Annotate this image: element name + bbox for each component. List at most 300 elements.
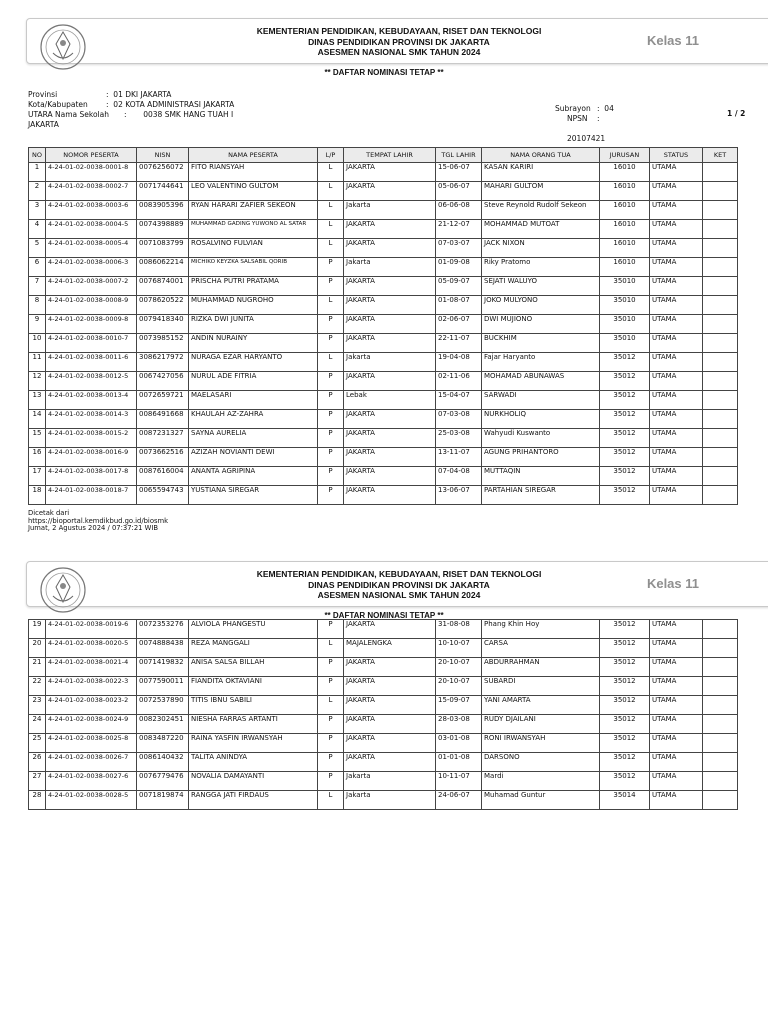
cell-nisn: 0071819874 (137, 791, 189, 810)
cell-lp: P (318, 448, 344, 467)
subrayon-info: Subrayon : 04 NPSN : 20107421 (555, 104, 614, 143)
cell-nama-orang-tua: SARWADI (482, 391, 600, 410)
cell-jurusan: 35012 (600, 696, 650, 715)
cell-lp: P (318, 486, 344, 505)
cell-no: 8 (29, 296, 46, 315)
cell-ket (703, 201, 738, 220)
cell-status: UTAMA (650, 334, 703, 353)
cell-no: 26 (29, 753, 46, 772)
cell-lp: P (318, 277, 344, 296)
cell-no: 12 (29, 372, 46, 391)
cell-nama-peserta: FIANDITA OKTAVIANI (189, 677, 318, 696)
table-header-row (29, 148, 738, 163)
cell-lp: L (318, 353, 344, 372)
cell-tgl-lahir: 20-10-07 (436, 658, 482, 677)
cell-status: UTAMA (650, 201, 703, 220)
cell-lp: P (318, 258, 344, 277)
cell-tempat-lahir: Lebak (344, 391, 436, 410)
cell-tgl-lahir: 06-06-08 (436, 201, 482, 220)
cell-jurusan: 35012 (600, 715, 650, 734)
table-row (29, 677, 738, 696)
cell-status: UTAMA (650, 429, 703, 448)
cell-nomor-peserta: 4-24-01-02-0038-0001-8 (46, 163, 137, 182)
cell-ket (703, 220, 738, 239)
column-header: TGL LAHIR (436, 148, 482, 163)
column-header: STATUS (650, 148, 703, 163)
cell-nisn: 0086140432 (137, 753, 189, 772)
cell-no: 14 (29, 410, 46, 429)
cell-tempat-lahir: MAJALENGKA (344, 639, 436, 658)
cell-lp: P (318, 391, 344, 410)
cell-nama-orang-tua: DARSONO (482, 753, 600, 772)
cell-nomor-peserta: 4-24-01-02-0038-0007-2 (46, 277, 137, 296)
cell-nama-peserta: AZIZAH NOVIANTI DEWI (189, 448, 318, 467)
cell-nama-orang-tua: RONI IRWANSYAH (482, 734, 600, 753)
kota-value: 02 KOTA ADMINISTRASI JAKARTA (113, 100, 235, 109)
cell-nama-peserta: MUHAMMAD GADING YUWONO AL SATAR (189, 220, 318, 239)
cell-nomor-peserta: 4-24-01-02-0038-0026-7 (46, 753, 137, 772)
cell-jurusan: 35012 (600, 772, 650, 791)
cell-nomor-peserta: 4-24-01-02-0038-0017-8 (46, 467, 137, 486)
table-row (29, 429, 738, 448)
table-row (29, 258, 738, 277)
school-info: Provinsi : 01 DKI JAKARTA Kota/Kabupaten : 02 KOTA ADMINISTRASI JAKARTA UTARA Nama Sekolah : 0038 SMK HANG TUAH I JAKARTA (28, 90, 235, 129)
cell-ket (703, 391, 738, 410)
cell-nama-orang-tua: Mardi (482, 772, 600, 791)
table-row (29, 296, 738, 315)
cell-tgl-lahir: 31-08-08 (436, 620, 482, 639)
cell-status: UTAMA (650, 753, 703, 772)
cell-nomor-peserta: 4-24-01-02-0038-0015-2 (46, 429, 137, 448)
cell-nomor-peserta: 4-24-01-02-0038-0028-5 (46, 791, 137, 810)
cell-nama-peserta: YUSTIANA SIREGAR (189, 486, 318, 505)
page1-header (26, 18, 768, 64)
subrayon-label: Subrayon (555, 104, 591, 113)
cell-ket (703, 239, 738, 258)
cell-no: 23 (29, 696, 46, 715)
sekolah-label: UTARA Nama Sekolah (28, 110, 110, 119)
header-line-2: DINAS PENDIDIKAN PROVINSI DK JAKARTA (308, 579, 490, 590)
table-row (29, 791, 738, 810)
cell-status: UTAMA (650, 410, 703, 429)
cell-lp: L (318, 182, 344, 201)
cell-nomor-peserta: 4-24-01-02-0038-0010-7 (46, 334, 137, 353)
cell-lp: P (318, 467, 344, 486)
cell-status: UTAMA (650, 486, 703, 505)
cell-nisn: 0079418340 (137, 315, 189, 334)
table-row (29, 391, 738, 410)
cell-no: 25 (29, 734, 46, 753)
cell-status: UTAMA (650, 258, 703, 277)
subrayon-value: 04 (604, 104, 614, 113)
cell-no: 6 (29, 258, 46, 277)
cell-nama-orang-tua: Wahyudi Kuswanto (482, 429, 600, 448)
cell-tgl-lahir: 25-03-08 (436, 429, 482, 448)
cell-tgl-lahir: 19-04-08 (436, 353, 482, 372)
cell-nisn: 0073985152 (137, 334, 189, 353)
cell-status: UTAMA (650, 620, 703, 639)
cell-tempat-lahir: JAKARTA (344, 372, 436, 391)
footer-line-1: Dicetak dari (28, 509, 70, 517)
cell-jurusan: 16010 (600, 258, 650, 277)
table-row (29, 334, 738, 353)
cell-nama-peserta: MICHIKO KEYZKA SALSABIL QORIB (189, 258, 318, 277)
cell-nama-peserta: TALITA ANINDYA (189, 753, 318, 772)
cell-lp: P (318, 372, 344, 391)
cell-nisn: 0076874001 (137, 277, 189, 296)
cell-nomor-peserta: 4-24-01-02-0038-0021-4 (46, 658, 137, 677)
cell-tgl-lahir: 28-03-08 (436, 715, 482, 734)
cell-jurusan: 35012 (600, 753, 650, 772)
cell-lp: P (318, 334, 344, 353)
cell-tgl-lahir: 07-04-08 (436, 467, 482, 486)
cell-nama-orang-tua: MUTTAQIN (482, 467, 600, 486)
cell-nisn: 0083905396 (137, 201, 189, 220)
footer-line-2: https://bioportal.kemdikbud.go.id/biosmk (28, 516, 169, 525)
cell-no: 28 (29, 791, 46, 810)
cell-tempat-lahir: JAKARTA (344, 620, 436, 639)
cell-nisn: 0074888438 (137, 639, 189, 658)
cell-nisn: 0071744641 (137, 182, 189, 201)
cell-tgl-lahir: 10-11-07 (436, 772, 482, 791)
table-row (29, 696, 738, 715)
cell-jurusan: 35012 (600, 486, 650, 505)
header-line-2: DINAS PENDIDIKAN PROVINSI DK JAKARTA (308, 36, 490, 47)
table-row (29, 277, 738, 296)
cell-no: 15 (29, 429, 46, 448)
cell-jurusan: 35012 (600, 620, 650, 639)
cell-no: 1 (29, 163, 46, 182)
cell-tempat-lahir: JAKARTA (344, 315, 436, 334)
cell-nama-peserta: RIZKA DWI JUNITA (189, 315, 318, 334)
cell-nomor-peserta: 4-24-01-02-0038-0014-3 (46, 410, 137, 429)
cell-jurusan: 16010 (600, 163, 650, 182)
cell-jurusan: 35010 (600, 315, 650, 334)
cell-nama-orang-tua: YANI AMARTA (482, 696, 600, 715)
table-row (29, 201, 738, 220)
cell-nomor-peserta: 4-24-01-02-0038-0019-6 (46, 620, 137, 639)
column-header: L/P (318, 148, 344, 163)
cell-status: UTAMA (650, 220, 703, 239)
cell-nama-peserta: REZA MANGGALI (189, 639, 318, 658)
cell-nama-peserta: PRISCHA PUTRI PRATAMA (189, 277, 318, 296)
cell-tgl-lahir: 21-12-07 (436, 220, 482, 239)
cell-ket (703, 334, 738, 353)
cell-lp: L (318, 296, 344, 315)
cell-lp: P (318, 715, 344, 734)
table-row (29, 315, 738, 334)
cell-nama-orang-tua: Fajar Haryanto (482, 353, 600, 372)
column-header: NOMOR PESERTA (46, 148, 137, 163)
cell-nama-orang-tua: AGUNG PRIHANTORO (482, 448, 600, 467)
cell-nama-peserta: NOVALIA DAMAYANTI (189, 772, 318, 791)
cell-lp: P (318, 620, 344, 639)
column-header: NAMA PESERTA (189, 148, 318, 163)
cell-nomor-peserta: 4-24-01-02-0038-0004-5 (46, 220, 137, 239)
cell-jurusan: 35012 (600, 467, 650, 486)
cell-tempat-lahir: JAKARTA (344, 182, 436, 201)
cell-nisn: 0086491668 (137, 410, 189, 429)
cell-nomor-peserta: 4-24-01-02-0038-0024-9 (46, 715, 137, 734)
cell-tempat-lahir: JAKARTA (344, 429, 436, 448)
cell-no: 10 (29, 334, 46, 353)
cell-nisn: 0086062214 (137, 258, 189, 277)
cell-ket (703, 734, 738, 753)
cell-no: 27 (29, 772, 46, 791)
cell-tgl-lahir: 05-06-07 (436, 182, 482, 201)
table-row (29, 353, 738, 372)
cell-tgl-lahir: 07-03-07 (436, 239, 482, 258)
cell-nama-orang-tua: SUBARDI (482, 677, 600, 696)
cell-no: 13 (29, 391, 46, 410)
cell-nama-orang-tua: Muhamad Guntur (482, 791, 600, 810)
cell-ket (703, 677, 738, 696)
cell-no: 22 (29, 677, 46, 696)
cell-lp: P (318, 429, 344, 448)
cell-lp: P (318, 734, 344, 753)
cell-lp: L (318, 696, 344, 715)
cell-nama-peserta: RAINA YASFIN IRWANSYAH (189, 734, 318, 753)
cell-ket (703, 696, 738, 715)
table-row (29, 620, 738, 639)
cell-no: 20 (29, 639, 46, 658)
provinsi-value: 01 DKI JAKARTA (113, 90, 172, 99)
nominee-table (28, 147, 738, 505)
table-row (29, 715, 738, 734)
cell-tgl-lahir: 07-03-08 (436, 410, 482, 429)
cell-nisn: 0078620522 (137, 296, 189, 315)
cell-nisn: 0071419832 (137, 658, 189, 677)
cell-status: UTAMA (650, 372, 703, 391)
cell-ket (703, 467, 738, 486)
table-row (29, 772, 738, 791)
cell-tgl-lahir: 13-11-07 (436, 448, 482, 467)
cell-lp: P (318, 658, 344, 677)
cell-status: UTAMA (650, 658, 703, 677)
cell-nisn: 0065594743 (137, 486, 189, 505)
cell-status: UTAMA (650, 163, 703, 182)
cell-nama-orang-tua: DWI MUJIONO (482, 315, 600, 334)
cell-status: UTAMA (650, 391, 703, 410)
cell-tempat-lahir: JAKARTA (344, 220, 436, 239)
table-row (29, 163, 738, 182)
cell-status: UTAMA (650, 467, 703, 486)
cell-nama-peserta: FITO RIANSYAH (189, 163, 318, 182)
cell-nama-peserta: TITIS IBNU SABILI (189, 696, 318, 715)
cell-nomor-peserta: 4-24-01-02-0038-0022-3 (46, 677, 137, 696)
cell-jurusan: 16010 (600, 182, 650, 201)
sekolah-value: 0038 SMK HANG TUAH I (143, 110, 234, 119)
cell-lp: L (318, 201, 344, 220)
cell-status: UTAMA (650, 448, 703, 467)
cell-jurusan: 35012 (600, 353, 650, 372)
cell-status: UTAMA (650, 296, 703, 315)
cell-nisn: 0072537890 (137, 696, 189, 715)
cell-tgl-lahir: 22-11-07 (436, 334, 482, 353)
cell-nama-peserta: ANISA SALSA BILLAH (189, 658, 318, 677)
cell-nama-orang-tua: Riky Pratomo (482, 258, 600, 277)
npsn-label: NPSN (567, 114, 588, 123)
cell-lp: P (318, 772, 344, 791)
cell-nama-orang-tua: PARTAHIAN SIREGAR (482, 486, 600, 505)
cell-jurusan: 35012 (600, 639, 650, 658)
cell-tgl-lahir: 20-10-07 (436, 677, 482, 696)
cell-tempat-lahir: JAKARTA (344, 467, 436, 486)
cell-ket (703, 772, 738, 791)
cell-nama-orang-tua: KASAN KARIRI (482, 163, 600, 182)
cell-tgl-lahir: 10-10-07 (436, 639, 482, 658)
cell-nama-peserta: ALVIOLA PHANGESTU (189, 620, 318, 639)
cell-ket (703, 315, 738, 334)
print-footer (28, 510, 168, 533)
cell-nomor-peserta: 4-24-01-02-0038-0016-9 (46, 448, 137, 467)
cell-no: 19 (29, 620, 46, 639)
cell-nomor-peserta: 4-24-01-02-0038-0012-5 (46, 372, 137, 391)
cell-ket (703, 753, 738, 772)
cell-ket (703, 182, 738, 201)
cell-status: UTAMA (650, 315, 703, 334)
cell-tempat-lahir: JAKARTA (344, 296, 436, 315)
cell-nisn: 0083487220 (137, 734, 189, 753)
cell-nama-peserta: LEO VALENTINO GULTOM (189, 182, 318, 201)
cell-no: 21 (29, 658, 46, 677)
cell-nomor-peserta: 4-24-01-02-0038-0008-9 (46, 296, 137, 315)
cell-ket (703, 620, 738, 639)
cell-no: 3 (29, 201, 46, 220)
table-row (29, 467, 738, 486)
cell-status: UTAMA (650, 239, 703, 258)
table-row (29, 182, 738, 201)
cell-tgl-lahir: 02-11-06 (436, 372, 482, 391)
cell-nama-peserta: RANGGA JATI FIRDAUS (189, 791, 318, 810)
cell-nisn: 0076256072 (137, 163, 189, 182)
cell-nomor-peserta: 4-24-01-02-0038-0018-7 (46, 486, 137, 505)
cell-lp: L (318, 220, 344, 239)
sekolah-cont: JAKARTA (28, 120, 59, 129)
cell-nisn: 0077590011 (137, 677, 189, 696)
cell-ket (703, 486, 738, 505)
cell-tgl-lahir: 24-06-07 (436, 791, 482, 810)
cell-lp: P (318, 410, 344, 429)
page-indicator: 1 / 2 (727, 109, 746, 118)
table-row (29, 639, 738, 658)
cell-nomor-peserta: 4-24-01-02-0038-0027-6 (46, 772, 137, 791)
kelas-label-2: Kelas 11 (646, 576, 699, 591)
page2-header (26, 561, 768, 607)
cell-status: UTAMA (650, 772, 703, 791)
cell-nama-peserta: NIESHA FARRAS ARTANTI (189, 715, 318, 734)
table-row (29, 448, 738, 467)
table-row (29, 658, 738, 677)
column-header: TEMPAT LAHIR (344, 148, 436, 163)
provinsi-label: Provinsi (28, 90, 58, 99)
cell-nama-peserta: ROSALVINO FULVIAN (189, 239, 318, 258)
cell-nisn: 0072659721 (137, 391, 189, 410)
npsn-value: 20107421 (567, 134, 606, 143)
cell-nomor-peserta: 4-24-01-02-0038-0003-6 (46, 201, 137, 220)
cell-nama-orang-tua: MOHAMMAD MUTOAT (482, 220, 600, 239)
cell-tempat-lahir: JAKARTA (344, 486, 436, 505)
cell-ket (703, 448, 738, 467)
cell-tgl-lahir: 02-06-07 (436, 315, 482, 334)
kelas-label: Kelas 11 (646, 33, 699, 48)
cell-no: 11 (29, 353, 46, 372)
cell-lp: P (318, 677, 344, 696)
table-row (29, 372, 738, 391)
column-header: JURUSAN (600, 148, 650, 163)
cell-lp: P (318, 753, 344, 772)
cell-nama-peserta: MUHAMMAD NUGROHO (189, 296, 318, 315)
cell-tempat-lahir: JAKARTA (344, 334, 436, 353)
cell-jurusan: 35012 (600, 448, 650, 467)
cell-tempat-lahir: Jakarta (344, 772, 436, 791)
cell-tempat-lahir: Jakarta (344, 353, 436, 372)
cell-nisn: 0074398889 (137, 220, 189, 239)
cell-nisn: 0067427056 (137, 372, 189, 391)
cell-status: UTAMA (650, 791, 703, 810)
cell-lp: P (318, 315, 344, 334)
table-row (29, 486, 738, 505)
cell-nisn: 0087231327 (137, 429, 189, 448)
cell-nama-orang-tua: CARSA (482, 639, 600, 658)
cell-nama-peserta: RYAN HARARI ZAFIER SEKEON (189, 201, 318, 220)
cell-ket (703, 163, 738, 182)
cell-nama-peserta: KHAULAH AZ-ZAHRA (189, 410, 318, 429)
cell-lp: L (318, 163, 344, 182)
cell-tgl-lahir: 15-06-07 (436, 163, 482, 182)
cell-status: UTAMA (650, 277, 703, 296)
footer-line-3: Jumat, 2 Agustus 2024 / 07:37:21 WIB (28, 524, 159, 532)
cell-no: 17 (29, 467, 46, 486)
cell-no: 7 (29, 277, 46, 296)
cell-nama-orang-tua: MOHAMAD ABUNAWAS (482, 372, 600, 391)
cell-tempat-lahir: Jakarta (344, 791, 436, 810)
cell-lp: L (318, 791, 344, 810)
cell-tempat-lahir: Jakarta (344, 258, 436, 277)
cell-nama-orang-tua: RUDY DJAILANI (482, 715, 600, 734)
header-line-3: ASESMEN NASIONAL SMK TAHUN 2024 (317, 47, 481, 57)
cell-tempat-lahir: JAKARTA (344, 753, 436, 772)
cell-nama-orang-tua: Phang Khin Hoy (482, 620, 600, 639)
cell-no: 18 (29, 486, 46, 505)
header-line-1: KEMENTERIAN PENDIDIKAN, KEBUDAYAAN, RISET DAN TEKNOLOGI (256, 569, 542, 579)
cell-tgl-lahir: 01-01-08 (436, 753, 482, 772)
cell-jurusan: 35014 (600, 791, 650, 810)
cell-ket (703, 715, 738, 734)
cell-tempat-lahir: JAKARTA (344, 696, 436, 715)
cell-ket (703, 353, 738, 372)
table-row (29, 753, 738, 772)
cell-no: 16 (29, 448, 46, 467)
cell-ket (703, 258, 738, 277)
cell-jurusan: 35012 (600, 429, 650, 448)
cell-tgl-lahir: 13-06-07 (436, 486, 482, 505)
list-title: ** DAFTAR NOMINASI TETAP ** (324, 68, 444, 77)
cell-tempat-lahir: JAKARTA (344, 715, 436, 734)
column-header: NAMA ORANG TUA (482, 148, 600, 163)
table-row (29, 220, 738, 239)
cell-nama-peserta: NURAGA EZAR HARYANTO (189, 353, 318, 372)
cell-no: 2 (29, 182, 46, 201)
cell-jurusan: 35012 (600, 658, 650, 677)
cell-ket (703, 296, 738, 315)
header-line-1: KEMENTERIAN PENDIDIKAN, KEBUDAYAAN, RISET DAN TEKNOLOGI (256, 26, 542, 36)
cell-ket (703, 791, 738, 810)
cell-status: UTAMA (650, 182, 703, 201)
cell-nomor-peserta: 4-24-01-02-0038-0011-6 (46, 353, 137, 372)
cell-tempat-lahir: JAKARTA (344, 239, 436, 258)
cell-tempat-lahir: JAKARTA (344, 677, 436, 696)
